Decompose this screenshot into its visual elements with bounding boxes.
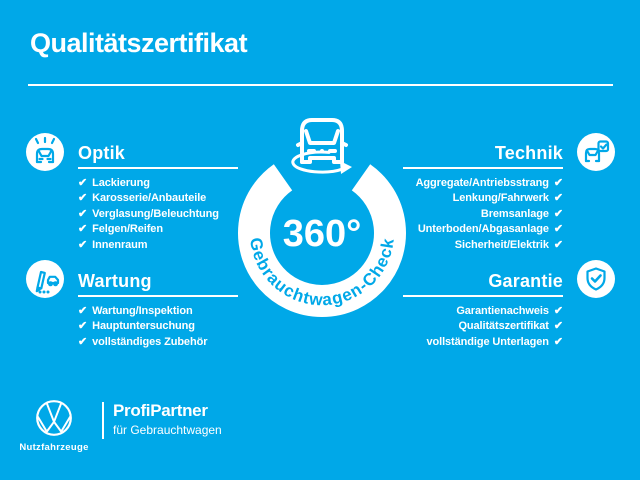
checklist-wartung — [78, 304, 238, 350]
check-item-label: Bremsanlage — [480, 207, 549, 220]
check-icon: ✔ — [553, 192, 563, 205]
partner-block — [113, 401, 222, 438]
check-item-label: vollständige Unterlagen — [426, 335, 549, 348]
checklist-optik — [78, 176, 238, 253]
check-item — [78, 191, 238, 206]
section-divider — [78, 295, 238, 297]
check-item — [78, 304, 238, 319]
check-icon: ✔ — [553, 305, 563, 317]
check-item — [78, 176, 238, 191]
check-item — [403, 176, 563, 191]
section-technik — [403, 143, 563, 253]
check-icon: ✔ — [78, 335, 88, 348]
check-icon: ✔ — [553, 223, 563, 236]
check-item — [78, 335, 238, 350]
shiny-car-icon-glyph — [26, 133, 64, 171]
check-icon: ✔ — [78, 320, 88, 333]
360-check-badge — [222, 110, 422, 330]
check-item-label: Garantienachweis — [456, 305, 549, 317]
check-icon: ✔ — [78, 192, 88, 205]
check-item-label: Innenraum — [92, 238, 148, 251]
shield-check-icon — [577, 260, 615, 298]
check-item-label: Verglasung/Beleuchtung — [92, 207, 219, 220]
footer-divider — [102, 402, 104, 439]
check-item — [403, 319, 563, 334]
check-item-label: Lackierung — [92, 177, 150, 189]
check-item-label: vollständiges Zubehör — [92, 335, 208, 348]
check-icon: ✔ — [553, 177, 563, 189]
check-icon: ✔ — [78, 207, 88, 220]
check-item — [78, 319, 238, 334]
section-title-optik: Optik — [78, 143, 126, 163]
section-optik — [78, 143, 238, 253]
check-icon: ✔ — [553, 320, 563, 333]
check-item-label: Wartung/Inspektion — [92, 305, 193, 317]
check-icon: ✔ — [78, 238, 88, 251]
check-item-label: Aggregate/Antriebsstrang — [415, 177, 549, 189]
pen-checklist-icon — [26, 260, 64, 298]
check-icon: ✔ — [553, 335, 563, 348]
section-title-technik: Technik — [494, 143, 563, 163]
check-item-label: Karosserie/Anbauteile — [92, 192, 207, 205]
check-icon: ✔ — [553, 207, 563, 220]
check-item-label: Lenkung/Fahrwerk — [452, 192, 549, 205]
check-icon: ✔ — [78, 305, 88, 317]
shiny-car-icon — [26, 133, 64, 171]
vw-logo — [34, 398, 74, 438]
check-item — [403, 222, 563, 237]
check-icon: ✔ — [553, 238, 563, 251]
check-icon: ✔ — [78, 177, 88, 189]
section-divider — [403, 167, 563, 169]
badge-degrees: 360° — [282, 213, 362, 255]
pen-checklist-icon-glyph — [26, 260, 64, 298]
check-item — [78, 207, 238, 222]
badge-ring-label: Gebrauchtwagen-Check — [245, 236, 398, 310]
title-divider — [28, 84, 613, 86]
check-item — [403, 304, 563, 319]
shield-check-icon-glyph — [577, 260, 615, 298]
page-title: Qualitätszertifikat — [30, 28, 248, 58]
check-item — [403, 191, 563, 206]
check-item — [403, 335, 563, 350]
check-item-label: Sicherheit/Elektrik — [454, 238, 549, 251]
check-item-label: Qualitätszertifikat — [458, 320, 549, 333]
van-checkbox-icon — [577, 133, 615, 171]
section-title-garantie: Garantie — [488, 271, 563, 291]
section-divider — [403, 295, 563, 297]
section-title-wartung: Wartung — [78, 271, 152, 291]
check-icon: ✔ — [78, 223, 88, 236]
section-wartung — [78, 271, 238, 350]
check-item — [403, 207, 563, 222]
check-item-label: Hauptuntersuchung — [92, 320, 195, 333]
partner-title: ProfiPartner — [113, 401, 208, 420]
partner-subtitle: für Gebrauchtwagen — [113, 423, 222, 437]
brand-label: Nutzfahrzeuge — [19, 442, 89, 453]
check-item — [403, 238, 563, 253]
van-checkbox-icon-glyph — [577, 133, 615, 171]
section-divider — [78, 167, 238, 169]
check-item-label: Felgen/Reifen — [92, 223, 163, 236]
checklist-garantie — [403, 304, 563, 350]
check-item — [78, 222, 238, 237]
checklist-technik — [403, 176, 563, 253]
rotating-van-icon — [293, 120, 352, 174]
check-item — [78, 238, 238, 253]
section-garantie — [403, 271, 563, 350]
check-item-label: Unterboden/Abgasanlage — [417, 223, 549, 236]
